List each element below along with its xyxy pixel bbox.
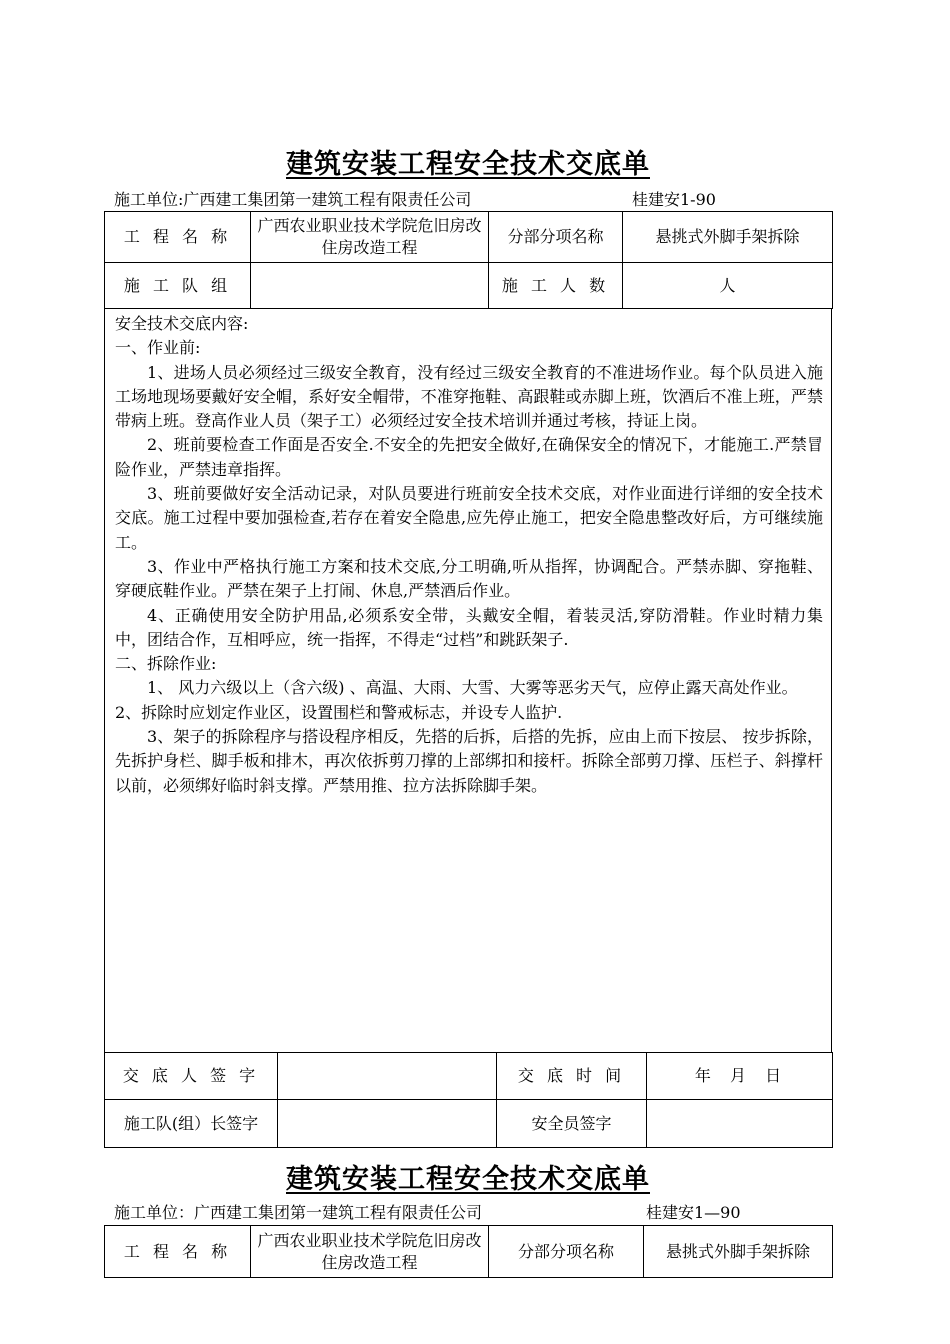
doc1-team-leader-signature-value[interactable] bbox=[278, 1100, 497, 1148]
doc2-meta-line bbox=[114, 1203, 832, 1223]
doc1-safety-officer-signature-label: 安全员签字 bbox=[497, 1100, 647, 1148]
doc1-content-box bbox=[104, 308, 832, 1053]
doc1-paragraph-7: 2、拆除时应划定作业区，设置围栏和警戒标志，并设专人监护. bbox=[115, 702, 563, 722]
doc1-worker-count-label: 施 工 人 数 bbox=[489, 263, 623, 309]
doc1-footer-table bbox=[104, 1052, 833, 1148]
doc1-project-name-value[interactable]: 广西农业职业技术学院危旧房改住房改造工程 bbox=[251, 212, 489, 263]
doc1-paragraph-5: 4、正确使用安全防护用品,必须系安全带，头戴安全帽，着装灵活,穿防滑鞋。作业时精力集中，团结合作，互相呼应，统一指挥，不得走“过档”和跳跃架子. bbox=[115, 605, 823, 649]
doc1-paragraph-3: 3、班前要做好安全活动记录，对队员要进行班前安全技术交底，对作业面进行详细的安全技术交底。施工过程中要加强检查,若存在着安全隐患,应先停止施工，把安全隐患整改好后，方可继续施工。 bbox=[115, 484, 823, 552]
doc1-giver-signature-label: 交 底 人 签 字 bbox=[105, 1053, 278, 1100]
doc2-section-name-value[interactable]: 悬挑式外脚手架拆除 bbox=[644, 1226, 833, 1278]
doc1-section-name-label: 分部分项名称 bbox=[489, 212, 623, 263]
doc1-part2-title: 二、拆除作业: bbox=[115, 654, 217, 674]
doc1-team-leader-signature-label: 施工队(组）长签字 bbox=[105, 1100, 278, 1148]
doc1-footer-row-leader bbox=[105, 1100, 833, 1148]
doc1-part1-title: 一、作业前: bbox=[115, 338, 201, 358]
doc1-footer-row-giver bbox=[105, 1053, 833, 1100]
doc1-section-name-value[interactable]: 悬挑式外脚手架拆除 bbox=[623, 212, 833, 263]
doc1-title: 建筑安装工程安全技术交底单 bbox=[286, 149, 650, 180]
doc2-construction-unit: 施工单位：广西建工集团第一建筑工程有限责任公司 bbox=[114, 1203, 483, 1222]
doc1-header-table bbox=[104, 211, 833, 309]
doc1-worker-count-value[interactable]: 人 bbox=[623, 263, 833, 309]
doc2-header-row-project bbox=[105, 1226, 833, 1278]
doc1-giver-signature-value[interactable] bbox=[278, 1053, 497, 1100]
doc1-project-name-label: 工 程 名 称 bbox=[105, 212, 251, 263]
doc1-paragraph-4: 3、作业中严格执行施工方案和技术交底,分工明确,听从指挥，协调配合。严禁赤脚、穿拖鞋、穿硬底鞋作业。严禁在架子上打闹、休息,严禁酒后作业。 bbox=[115, 556, 823, 601]
doc1-team-value[interactable] bbox=[251, 263, 489, 309]
doc1-team-label: 施 工 队 组 bbox=[105, 263, 251, 309]
doc1-header-row-project bbox=[105, 212, 833, 263]
doc1-paragraph-6: 1、 风力六级以上（含六级) 、高温、大雨、大雪、大雾等恶劣天气，应停止露天高处作业。 bbox=[147, 678, 798, 698]
doc1-paragraph-1: 1、进场人员必须经过三级安全教育，没有经过三级安全教育的不准进场作业。每个队员进入施工场地现场要戴好安全帽，系好安全帽带，不准穿拖鞋、高跟鞋或赤脚上班，饮酒后不准上班，严禁带病上班。登高作业人员（架子工）必须经过安全技术培训并通过考核，持证上岗。 bbox=[115, 362, 823, 431]
doc2-title: 建筑安装工程安全技术交底单 bbox=[286, 1164, 650, 1195]
doc1-safety-officer-signature-value[interactable] bbox=[647, 1100, 833, 1148]
doc1-construction-unit: 施工单位:广西建工集团第一建筑工程有限责任公司 bbox=[114, 190, 472, 209]
doc1-content-heading: 安全技术交底内容: bbox=[115, 314, 249, 333]
doc1-handover-time-label: 交 底 时 间 bbox=[497, 1053, 647, 1100]
doc1-handover-time-value[interactable]: 年 月 日 bbox=[647, 1053, 833, 1100]
doc1-form-code: 桂建安1-90 bbox=[632, 190, 716, 209]
doc1-paragraph-8: 3、架子的拆除程序与搭设程序相反，先搭的后拆，后搭的先拆，应由上而下按层、 按步拆除，先拆护身栏、脚手板和排木，再次依拆剪刀撑的上部绑扣和接杆。拆除全部剪刀撑、压栏子、斜撑杆以前，必须绑好临时斜支撑。严禁用推、拉方法拆除脚手架。 bbox=[115, 727, 823, 795]
doc1-meta-line bbox=[114, 190, 832, 210]
doc2-project-name-label: 工 程 名 称 bbox=[105, 1226, 251, 1278]
doc1-paragraph-2: 2、班前要检查工作面是否安全.不安全的先把安全做好,在确保安全的情况下，才能施工.严禁冒险作业，严禁违章指挥。 bbox=[115, 435, 823, 479]
doc2-form-code: 桂建安1—90 bbox=[646, 1203, 741, 1222]
doc2-header-table bbox=[104, 1225, 833, 1278]
doc1-header-row-team bbox=[105, 263, 833, 309]
doc2-project-name-value[interactable]: 广西农业职业技术学院危旧房改住房改造工程 bbox=[251, 1226, 489, 1278]
doc2-section-name-label: 分部分项名称 bbox=[489, 1226, 644, 1278]
